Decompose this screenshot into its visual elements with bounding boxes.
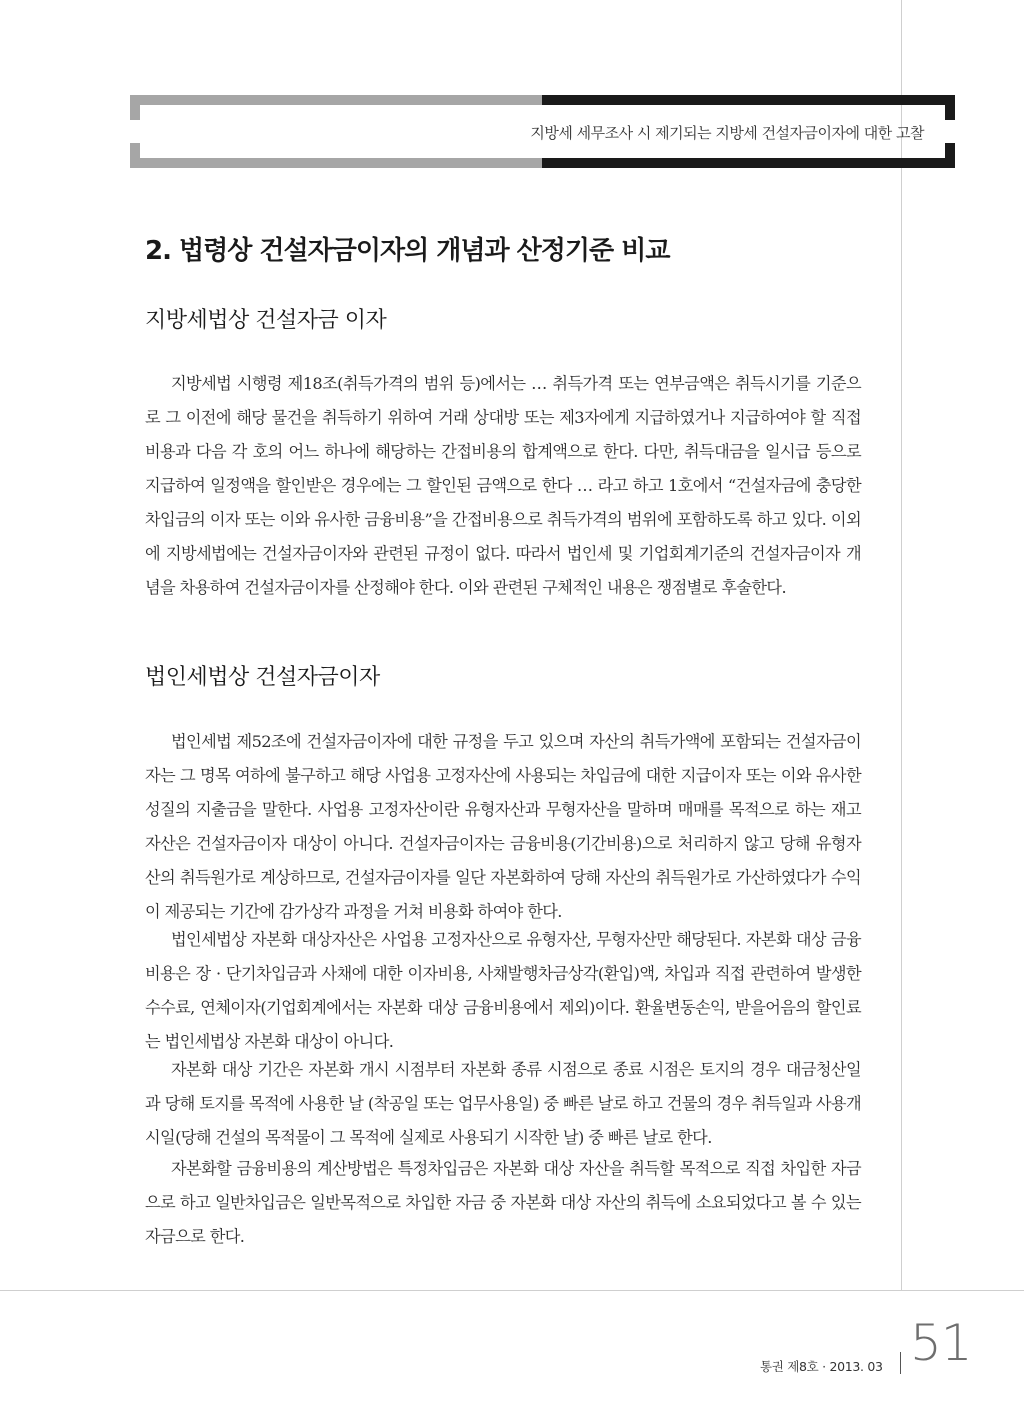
paragraph-local-tax-1: 지방세법 시행령 제18조(취득가격의 범위 등)에서는 … 취득가격 또는 연부금액은 취득시기를 기준으로 그 이전에 해당 물건을 취득하기 위하여 거래 상대방 또는 제3자에게 지급하였거나 지급하여야 할 직접비용과 다음 각 호의 어느 하나에 해당하는 간접비용의 합계액으로 한다. 다만, 취득대금을 일시급 등으로 지급하여 일정액을 할인받은 경우에는 그 할인된 금액으로 한다 … 라고 하고 1호에서 “건설자금에 충당한 차입금의 이자 또는 이와 유사한 금융비용”을 간접비용으로 취득가격의 범위에 포함하도록 하고 있다. 이외에 지방세법에는 건설자금이자와 관련된 규정이 없다. 따라서 법인세 및 기업회계기준의 건설자금이자 개념을 차용하여 건설자금이자를 산정해야 한다. 이와 관련된 구체적인 내용은 쟁점별로 후술한다. [145,374,861,597]
header-frame-top-left [130,95,542,105]
footer-separator [900,1352,901,1374]
subsection-title-corporate-tax: 법인세법상 건설자금이자 [145,665,380,690]
section-title: 2. 법령상 건설자금이자의 개념과 산정기준 비교 [145,236,670,266]
header-frame-left-upper [130,95,140,120]
header-frame-right-lower [945,143,955,168]
subsection-title-local-tax: 지방세법상 건설자금 이자 [145,308,387,333]
header-frame-right-upper [945,95,955,120]
running-header-title: 지방세 세무조사 시 제기되는 지방세 건설자금이자에 대한 고찰 [530,124,924,142]
paragraph-corporate-tax-2: 법인세법상 자본화 대상자산은 사업용 고정자산으로 유형자산, 무형자산만 해당된다. 자본화 대상 금융비용은 장 · 단기차입금과 사채에 대한 이자비용, 사채발행차금상각(환입)액, 차입과 직접 관련하여 발생한 수수료, 연체이자(기업회계에서는 자본화 대상 금융비용에서 제외)이다. 환율변동손익, 받을어음의 할인료는 법인세법상 자본화 대상이 아니다. [145,930,862,1051]
header-frame-left-lower [130,143,140,168]
footer-rule [0,1290,1024,1291]
paragraph-corporate-tax-4: 자본화할 금융비용의 계산방법은 특정차입금은 자본화 대상 자산을 취득할 목적으로 직접 차입한 자금으로 하고 일반차입금은 일반목적으로 차입한 자금 중 자본화 대상 자산의 취득에 소요되었다고 볼 수 있는 자금으로 한다. [145,1159,861,1246]
header-frame-bottom-left [130,158,542,168]
footer-issue-info: 통권 제8호 · 2013. 03 [760,1359,883,1374]
header-frame-top-right [542,95,955,105]
header-frame-bottom-right [542,158,955,168]
page-number: 51 [910,1314,972,1372]
right-margin-rule [901,0,902,1290]
paragraph-corporate-tax-3: 자본화 대상 기간은 자본화 개시 시점부터 자본화 종류 시점으로 종료 시점은 토지의 경우 대금청산일과 당해 토지를 목적에 사용한 날 (착공일 또는 업무사용일) 중 빠른 날로 하고 건물의 경우 취득일과 사용개시일(당해 건설의 목적물이 그 목적에 실제로 사용되기 시작한 날) 중 빠른 날로 한다. [145,1060,861,1147]
paragraph-corporate-tax-1: 법인세법 제52조에 건설자금이자에 대한 규정을 두고 있으며 자산의 취득가액에 포함되는 건설자금이자는 그 명목 여하에 불구하고 해당 사업용 고정자산에 사용되는 차입금에 대한 지급이자 또는 이와 유사한 성질의 지출금을 말한다. 사업용 고정자산이란 유형자산과 무형자산을 말하며 매매를 목적으로 하는 재고자산은 건설자금이자 대상이 아니다. 건설자금이자는 금융비용(기간비용)으로 처리하지 않고 당해 유형자산의 취득원가로 계상하므로, 건설자금이자를 일단 자본화하여 당해 자산의 취득원가로 가산하였다가 수익이 제공되는 기간에 감가상각 과정을 거쳐 비용화 하여야 한다. [145,732,861,921]
